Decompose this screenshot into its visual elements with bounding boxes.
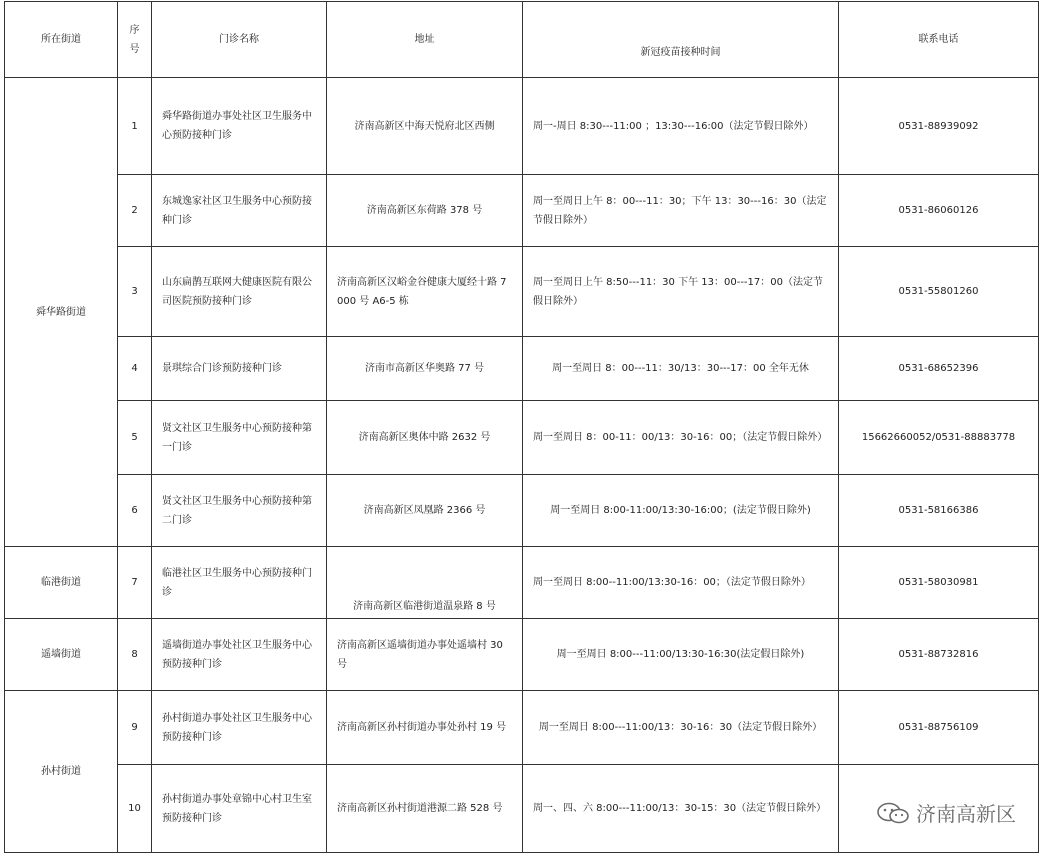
clinic-cell: 山东扁鹊互联网大健康医院有限公司医院预防接种门诊 — [152, 247, 327, 337]
vaccination-clinic-table — [4, 1, 1039, 853]
header-seq: 序号 — [118, 2, 152, 78]
table-row — [5, 475, 1039, 547]
time-cell: 周一至周日 8:00---11:00/13:30-16:30(法定假日除外) — [523, 619, 839, 691]
clinic-cell: 临港社区卫生服务中心预防接种门诊 — [152, 547, 327, 619]
address-text: 济南高新区临港街道温泉路 8 号 — [353, 601, 496, 612]
table-row — [5, 547, 1039, 619]
table-row — [5, 337, 1039, 401]
seq-cell: 9 — [118, 691, 152, 765]
phone-cell: 0531-86060126 — [839, 175, 1039, 247]
time-cell: 周一、四、六 8:00---11:00/13：30-15：30（法定节假日除外） — [523, 765, 839, 853]
header-address: 地址 — [327, 2, 523, 78]
clinic-cell: 贤文社区卫生服务中心预防接种第二门诊 — [152, 475, 327, 547]
time-cell: 周一至周日 8:00-11:00/13:30-16:00；(法定节假日除外) — [523, 475, 839, 547]
table-row — [5, 401, 1039, 475]
address-cell: 济南市高新区华奥路 77 号 — [327, 337, 523, 401]
watermark-text: 济南高新区 — [916, 802, 1016, 826]
phone-cell: 15662660052/0531-88883778 — [839, 401, 1039, 475]
clinic-cell: 孙村街道办事处社区卫生服务中心预防接种门诊 — [152, 691, 327, 765]
address-cell: 济南高新区凤凰路 2366 号 — [327, 475, 523, 547]
street-cell: 孙村街道 — [5, 691, 118, 853]
time-cell: 周一-周日 8:30---11:00 ；13:30---16:00（法定节假日除外） — [523, 78, 839, 175]
table-row — [5, 691, 1039, 765]
phone-cell: 0531-88756109 — [839, 691, 1039, 765]
seq-cell: 1 — [118, 78, 152, 175]
header-phone: 联系电话 — [839, 2, 1039, 78]
table-row — [5, 247, 1039, 337]
header-time-label: 新冠疫苗接种时间 — [640, 47, 721, 58]
wechat-icon — [876, 802, 910, 824]
address-cell — [327, 547, 523, 619]
clinic-cell: 孙村街道办事处章锦中心村卫生室预防接种门诊 — [152, 765, 327, 853]
header-time — [523, 2, 839, 78]
header-clinic: 门诊名称 — [152, 2, 327, 78]
clinic-cell: 遥墙街道办事处社区卫生服务中心预防接种门诊 — [152, 619, 327, 691]
address-cell: 济南高新区汉峪金谷健康大厦经十路 7000 号 A6-5 栋 — [327, 247, 523, 337]
time-cell: 周一至周日 8:00---11:00/13：30-16：30（法定节假日除外） — [523, 691, 839, 765]
address-cell: 济南高新区东荷路 378 号 — [327, 175, 523, 247]
address-cell: 济南高新区中海天悦府北区西侧 — [327, 78, 523, 175]
phone-cell: 0531-58166386 — [839, 475, 1039, 547]
time-cell: 周一至周日 8：00-11：00/13：30-16：00；（法定节假日除外） — [523, 401, 839, 475]
clinic-cell: 贤文社区卫生服务中心预防接种第一门诊 — [152, 401, 327, 475]
header-row — [5, 2, 1039, 78]
seq-cell: 2 — [118, 175, 152, 247]
seq-cell: 6 — [118, 475, 152, 547]
seq-cell: 4 — [118, 337, 152, 401]
clinic-cell: 舜华路街道办事处社区卫生服务中心预防接种门诊 — [152, 78, 327, 175]
seq-cell: 10 — [118, 765, 152, 853]
table-row — [5, 175, 1039, 247]
address-cell: 济南高新区孙村街道港源二路 528 号 — [327, 765, 523, 853]
clinic-cell: 景琪综合门诊预防接种门诊 — [152, 337, 327, 401]
table-row — [5, 619, 1039, 691]
seq-cell: 3 — [118, 247, 152, 337]
time-cell: 周一至周日上午 8:50---11：30 下午 13：00---17：00（法定节假日除外） — [523, 247, 839, 337]
address-cell: 济南高新区遥墙街道办事处遥墙村 30 号 — [327, 619, 523, 691]
phone-cell: 0531-55801260 — [839, 247, 1039, 337]
street-cell: 临港街道 — [5, 547, 118, 619]
time-cell: 周一至周日 8:00--11:00/13:30-16：00；（法定节假日除外） — [523, 547, 839, 619]
phone-cell: 0531-88732816 — [839, 619, 1039, 691]
address-cell: 济南高新区奥体中路 2632 号 — [327, 401, 523, 475]
header-street: 所在街道 — [5, 2, 118, 78]
table-row — [5, 78, 1039, 175]
clinic-cell: 东城逸家社区卫生服务中心预防接种门诊 — [152, 175, 327, 247]
phone-cell: 0531-68652396 — [839, 337, 1039, 401]
time-cell: 周一至周日 8：00---11：30/13：30---17：00 全年无休 — [523, 337, 839, 401]
seq-cell: 8 — [118, 619, 152, 691]
address-cell: 济南高新区孙村街道办事处孙村 19 号 — [327, 691, 523, 765]
street-cell: 遥墙街道 — [5, 619, 118, 691]
watermark — [876, 798, 1016, 827]
seq-cell: 7 — [118, 547, 152, 619]
phone-cell: 0531-88939092 — [839, 78, 1039, 175]
phone-cell: 0531-58030981 — [839, 547, 1039, 619]
street-cell: 舜华路街道 — [5, 78, 118, 547]
time-cell: 周一至周日上午 8：00---11：30；下午 13：30---16：30（法定节假日除外） — [523, 175, 839, 247]
seq-cell: 5 — [118, 401, 152, 475]
